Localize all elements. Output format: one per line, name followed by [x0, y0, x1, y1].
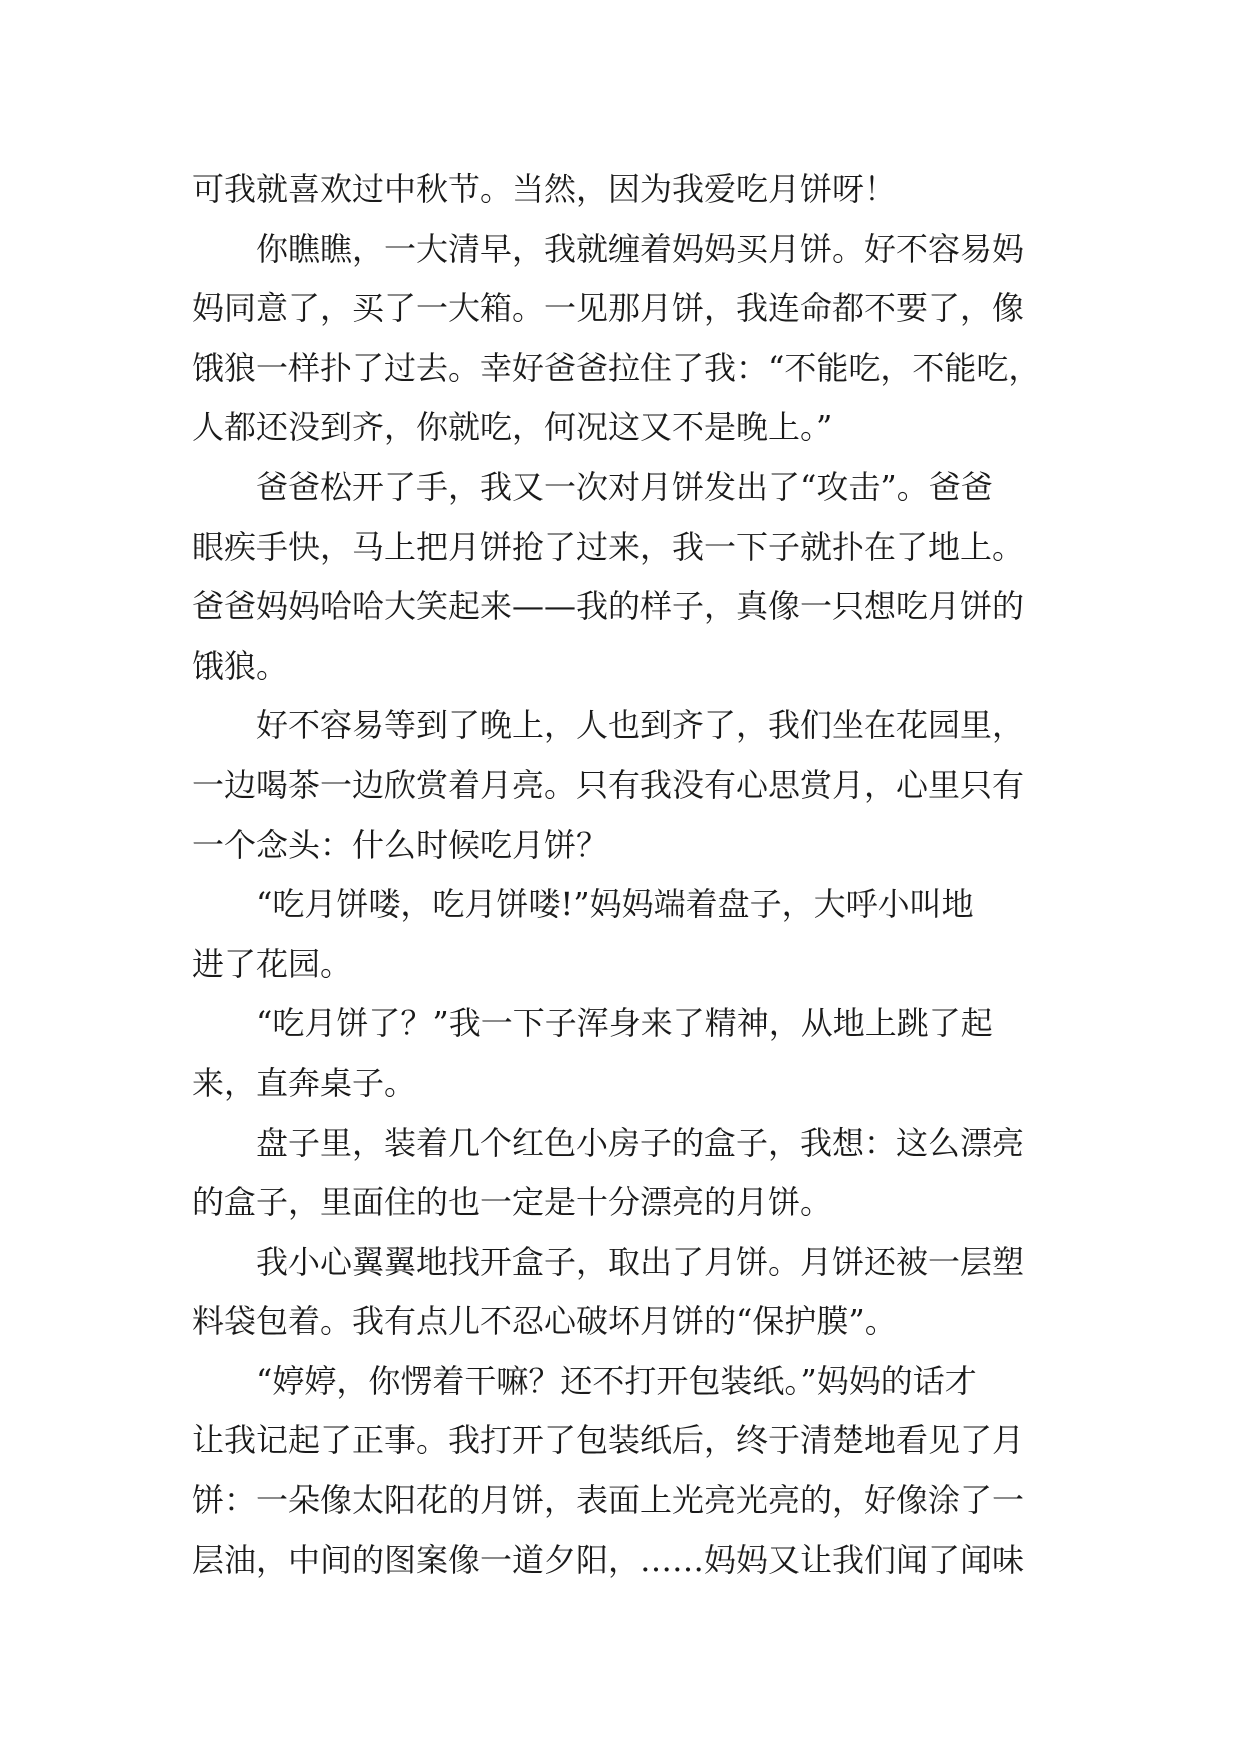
text-line: 进了花园。	[192, 944, 353, 983]
text-line: 眼疾手快，马上把月饼抢了过来，我一下子就扑在了地上。	[192, 527, 1025, 566]
text-line: 一边喝茶一边欣赏着月亮。只有我没有心思赏月，心里只有	[192, 765, 1025, 804]
text-line: 人都还没到齐，你就吃，何况这又不是晚上。”	[192, 408, 833, 447]
text-line: 你瞧瞧，一大清早，我就缠着妈妈买月饼。好不容易妈	[256, 229, 1025, 268]
text-line: 爸爸妈妈哈哈大笑起来——我的样子，真像一只想吃月饼的	[192, 587, 1025, 626]
text-line: 我小心翼翼地找开盒子，取出了月饼。月饼还被一层塑	[256, 1242, 1025, 1281]
text-line: 层油，中间的图案像一道夕阳，……妈妈又让我们闻了闻味	[192, 1540, 1025, 1579]
text-line: 爸爸松开了手，我又一次对月饼发出了“攻击”。爸爸	[256, 467, 993, 506]
text-line: 好不容易等到了晚上，人也到齐了，我们坐在花园里，	[256, 706, 1025, 745]
text-line: 饼：一朵像太阳花的月饼，表面上光亮光亮的，好像涂了一	[192, 1481, 1025, 1520]
text-line: 可我就喜欢过中秋节。当然，因为我爱吃月饼呀！	[192, 170, 897, 208]
text-line: “吃月饼喽，吃月饼喽!”妈妈端着盘子，大呼小叫地	[256, 885, 974, 924]
text-line: “吃月饼了？”我一下子浑身来了精神，从地上跳了起	[256, 1004, 993, 1043]
text-line: 来，直奔桌子。	[192, 1063, 417, 1102]
text-line: 一个念头：什么时候吃月饼？	[192, 825, 609, 864]
text-line: 料袋包着。我有点儿不忍心破坏月饼的“保护膜”。	[192, 1302, 897, 1341]
text-line: 盘子里，装着几个红色小房子的盒子，我想：这么漂亮	[256, 1123, 1025, 1162]
text-line: 的盒子，里面住的也一定是十分漂亮的月饼。	[192, 1183, 833, 1222]
text-line: 饿狼一样扑了过去。幸好爸爸拉住了我：“不能吃，不能吃，	[192, 348, 1041, 387]
text-line: 饿狼。	[192, 646, 289, 685]
text-line: 让我记起了正事。我打开了包装纸后，终于清楚地看见了月	[192, 1421, 1025, 1460]
text-line: “婷婷，你愣着干嘛？还不打开包装纸。”妈妈的话才	[256, 1361, 977, 1400]
document-body	[192, 160, 1072, 1590]
text-line: 妈同意了，买了一大箱。一见那月饼，我连命都不要了，像	[192, 289, 1025, 328]
